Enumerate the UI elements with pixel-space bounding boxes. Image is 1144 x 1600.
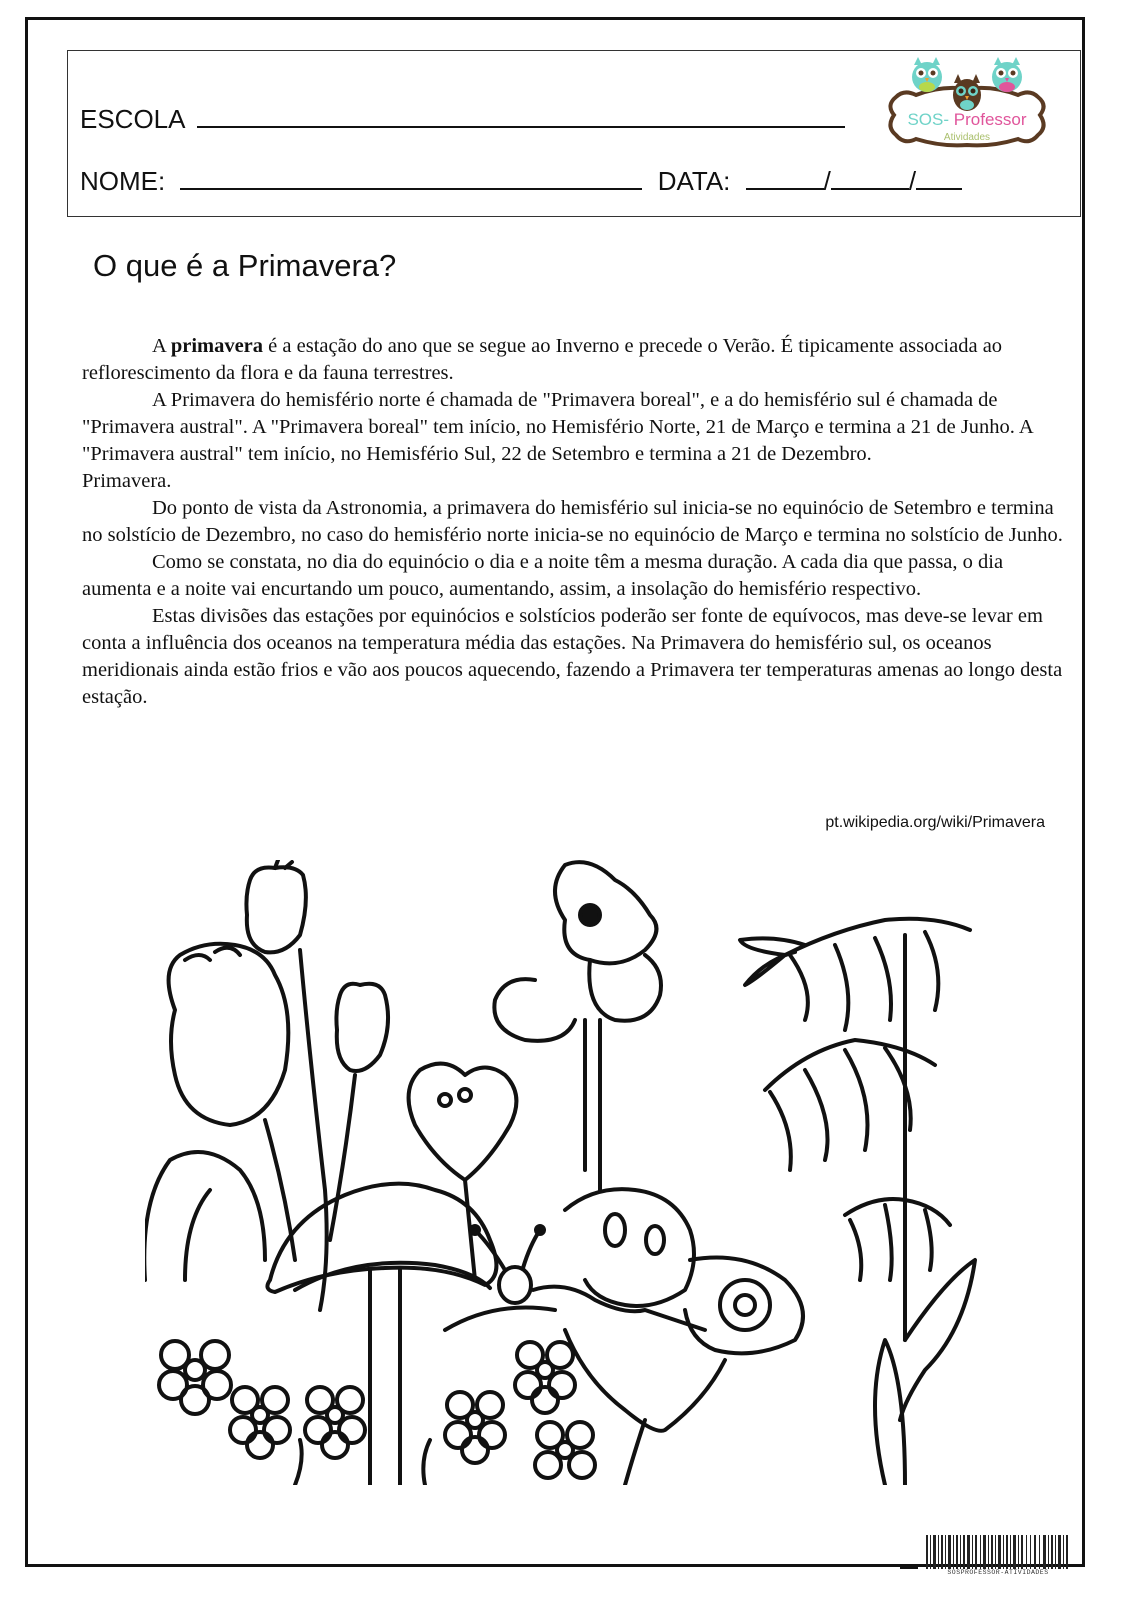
nome-row: [80, 164, 962, 197]
escola-label: ESCOLA: [80, 104, 185, 134]
paragraph-2: A Primavera do hemisfério norte é chamada de "Primavera boreal", e a do hemisfério sul é chamada de "Primavera austral". A "Primavera boreal" tem início, no Hemisfério Norte, 21 de Março e termina a 21 de Junho. A "Primavera austral" tem início, no Hemisfério Sul, 22 de Setembro e termina a 21 de Dezembro.: [82, 389, 1033, 465]
logo-subtitle: Atividades: [943, 132, 991, 143]
data-label: DATA:: [657, 166, 731, 196]
date-month-field[interactable]: [831, 164, 909, 190]
escola-field[interactable]: [197, 102, 845, 128]
paragraph-3: Primavera.: [82, 470, 172, 492]
date-separator-1: /: [823, 166, 831, 196]
date-day-field[interactable]: [746, 164, 824, 190]
barcode-icon: [924, 1535, 1072, 1569]
logo-brand-professor: Professor: [953, 110, 1027, 129]
paragraph-4: Do ponto de vista da Astronomia, a primavera do hemisfério sul inicia-se no equinócio de Setembro e termina no solstício de Dezembro, no caso do hemisfério norte inicia-se no equinócio de Março e termina no solstício de Junho.: [82, 497, 1063, 546]
escola-row: [80, 102, 845, 135]
paragraph-5: Como se constata, no dia do equinócio o dia e a noite têm a mesma duração. A cada dia que passa, o dia aumenta e a noite vai encurtando um pouco, aumentando, assim, a insolação do hemisfério respectivo.: [82, 551, 1004, 600]
footer-line: [900, 1566, 918, 1569]
paragraph-1: A primavera é a estação do ano que se segue ao Inverno e precede o Verão. É tipicamente associada ao reflorescimento da flora e da fauna terrestres.: [82, 335, 1003, 384]
nome-field[interactable]: [180, 164, 642, 190]
logo-brand-sos: SOS-: [907, 110, 950, 129]
flowers-coloring-illustration: [145, 860, 985, 1485]
logo-brand: [882, 110, 1052, 130]
date-separator-2: /: [908, 166, 917, 196]
source-citation: pt.wikipedia.org/wiki/Primavera: [825, 814, 1045, 831]
paragraph-6: Estas divisões das estações por equinócios e solstícios poderão ser fonte de equívocos, mas deve-se levar em conta a influência dos oceanos na temperatura média das estações. Na Primavera do hemisfério sul, os oceanos meridionais ainda estão frios e vão aos poucos aquecendo, fazendo a Primavera ter temperaturas amenas ao longo desta estação.: [82, 605, 1063, 708]
article-body: [82, 333, 1074, 711]
barcode-text: SOSPROFESSOR-ATIVIDADES: [947, 1569, 1049, 1576]
page-title: O que é a Primavera?: [93, 248, 397, 283]
nome-label: NOME:: [80, 166, 166, 196]
date-year-field[interactable]: [916, 164, 962, 190]
sos-professor-logo: [882, 55, 1052, 165]
bold-keyword: primavera: [170, 335, 264, 357]
